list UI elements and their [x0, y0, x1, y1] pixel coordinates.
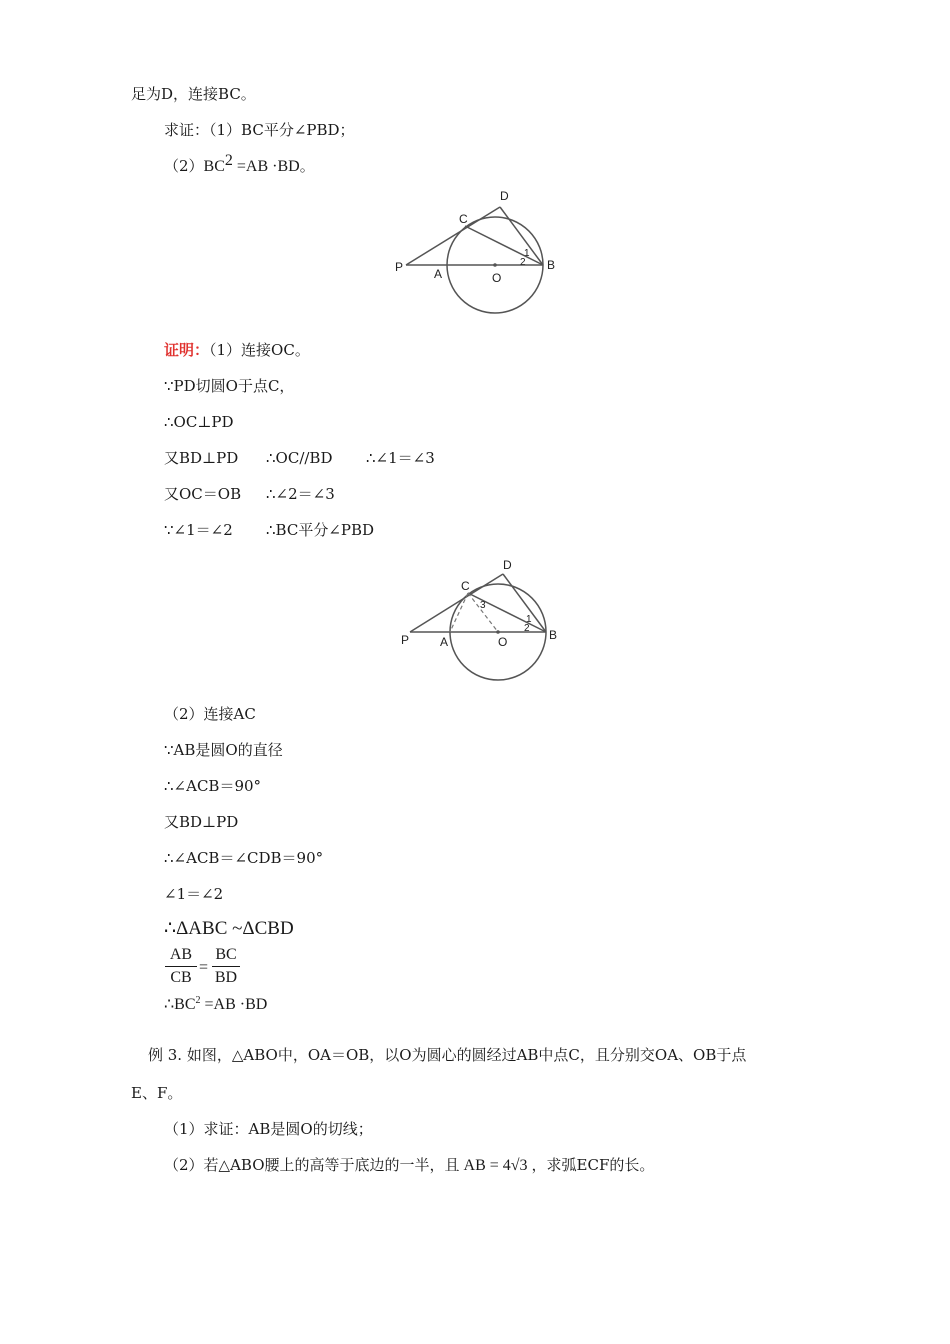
- label-angle-2: 2: [520, 257, 526, 268]
- label-c: C: [461, 579, 470, 593]
- fraction-ab-cb: [164, 944, 198, 989]
- proof-line-3: ∴OC⊥PD: [164, 413, 234, 431]
- math-sup: 2: [224, 152, 233, 169]
- question-text-end: ，求弧ECF的长。: [531, 1156, 655, 1174]
- math-bc: BC: [203, 158, 225, 175]
- proof2-conclusion: [164, 995, 267, 1015]
- numerator-ab: AB: [169, 946, 193, 963]
- example3-line-1: 例 3. 如图，△ABO中，OA＝OB，以O为圆心的圆经过AB中点C，且分别交OA、OB于点: [148, 1046, 747, 1064]
- label-angle-1: 1: [526, 614, 532, 625]
- proof2-line-similar: ∴ΔABC ~ΔCBD: [164, 918, 294, 939]
- question-text: （2）若△ABO腰上的高等于底边的一半，且: [164, 1156, 460, 1174]
- example3-line-2: E、F。: [131, 1084, 183, 1102]
- circle-tangent-figure-2: [398, 556, 570, 686]
- proof2-line-6: ∠1＝∠2: [164, 885, 224, 903]
- item-number: （2）: [164, 157, 204, 175]
- line-cb: [468, 593, 546, 632]
- proof-line-6b: ∴BC平分∠PBD: [266, 521, 375, 539]
- dashed-oc: [468, 593, 498, 632]
- label-angle-2: 2: [524, 623, 530, 634]
- denominator-cb: CB: [170, 969, 192, 986]
- label-d: D: [503, 558, 512, 572]
- proof-line-4b: ∴OC//BD: [266, 449, 333, 467]
- denominator-bd: BD: [214, 969, 238, 986]
- math-therefore-bc: ∴BC: [164, 996, 196, 1013]
- text-line-prove-2: [164, 152, 315, 177]
- example3-question-2: [164, 1155, 654, 1176]
- proof-line-1: [164, 340, 310, 360]
- math-sup: 2: [195, 995, 201, 1006]
- equals-sign: =: [199, 959, 209, 976]
- text-line-prove: 求证：（1）BC平分∠PBD；: [164, 121, 355, 139]
- proof-line-4c: ∴∠1＝∠3: [366, 449, 435, 467]
- label-angle-1: 1: [524, 248, 530, 259]
- proof-step: （1）连接OC。: [209, 341, 310, 359]
- label-o: O: [498, 635, 508, 649]
- circle-tangent-figure-1: [392, 185, 564, 317]
- proof-line-5b: ∴∠2＝∠3: [266, 485, 335, 503]
- label-p: P: [395, 260, 404, 274]
- proof-line-2: ∵PD切圆O于点C，: [164, 377, 295, 395]
- proof-label: 证明：: [164, 341, 210, 359]
- line-cb: [465, 226, 543, 265]
- fraction-bc-bd: [211, 944, 241, 989]
- label-a: A: [434, 267, 443, 281]
- numerator-bc: BC: [215, 946, 237, 963]
- label-p: P: [401, 633, 410, 647]
- proof2-line-4: 又BD⊥PD: [164, 813, 239, 831]
- label-o: O: [492, 271, 502, 285]
- text-line-foot-d: 足为D，连接BC。: [131, 85, 256, 103]
- proof-line-6a: ∵∠1＝∠2: [164, 521, 233, 539]
- math-rest: =AB ·BD: [232, 158, 300, 175]
- period: 。: [299, 157, 315, 175]
- math-rest: =AB ·BD: [200, 996, 268, 1013]
- label-b: B: [547, 258, 556, 272]
- center-dot: [493, 263, 497, 267]
- proof2-line-1: （2）连接AC: [164, 705, 256, 723]
- proof2-line-2: ∵AB是圆O的直径: [164, 741, 283, 759]
- label-d: D: [500, 189, 509, 203]
- label-b: B: [549, 628, 558, 642]
- example3-question-1: （1）求证：AB是圆O的切线；: [164, 1120, 373, 1138]
- proof-line-5a: 又OC＝OB: [164, 485, 242, 503]
- proof-line-4a: 又BD⊥PD: [164, 449, 239, 467]
- proof2-line-3: ∴∠ACB＝90°: [164, 777, 262, 795]
- label-angle-3: 3: [480, 600, 486, 611]
- label-c: C: [459, 212, 468, 226]
- proof2-line-5: ∴∠ACB＝∠CDB＝90°: [164, 849, 324, 867]
- center-dot: [496, 630, 500, 634]
- label-a: A: [440, 635, 449, 649]
- dashed-ac: [450, 593, 468, 632]
- math-ab-length: AB = 4√3: [463, 1157, 528, 1174]
